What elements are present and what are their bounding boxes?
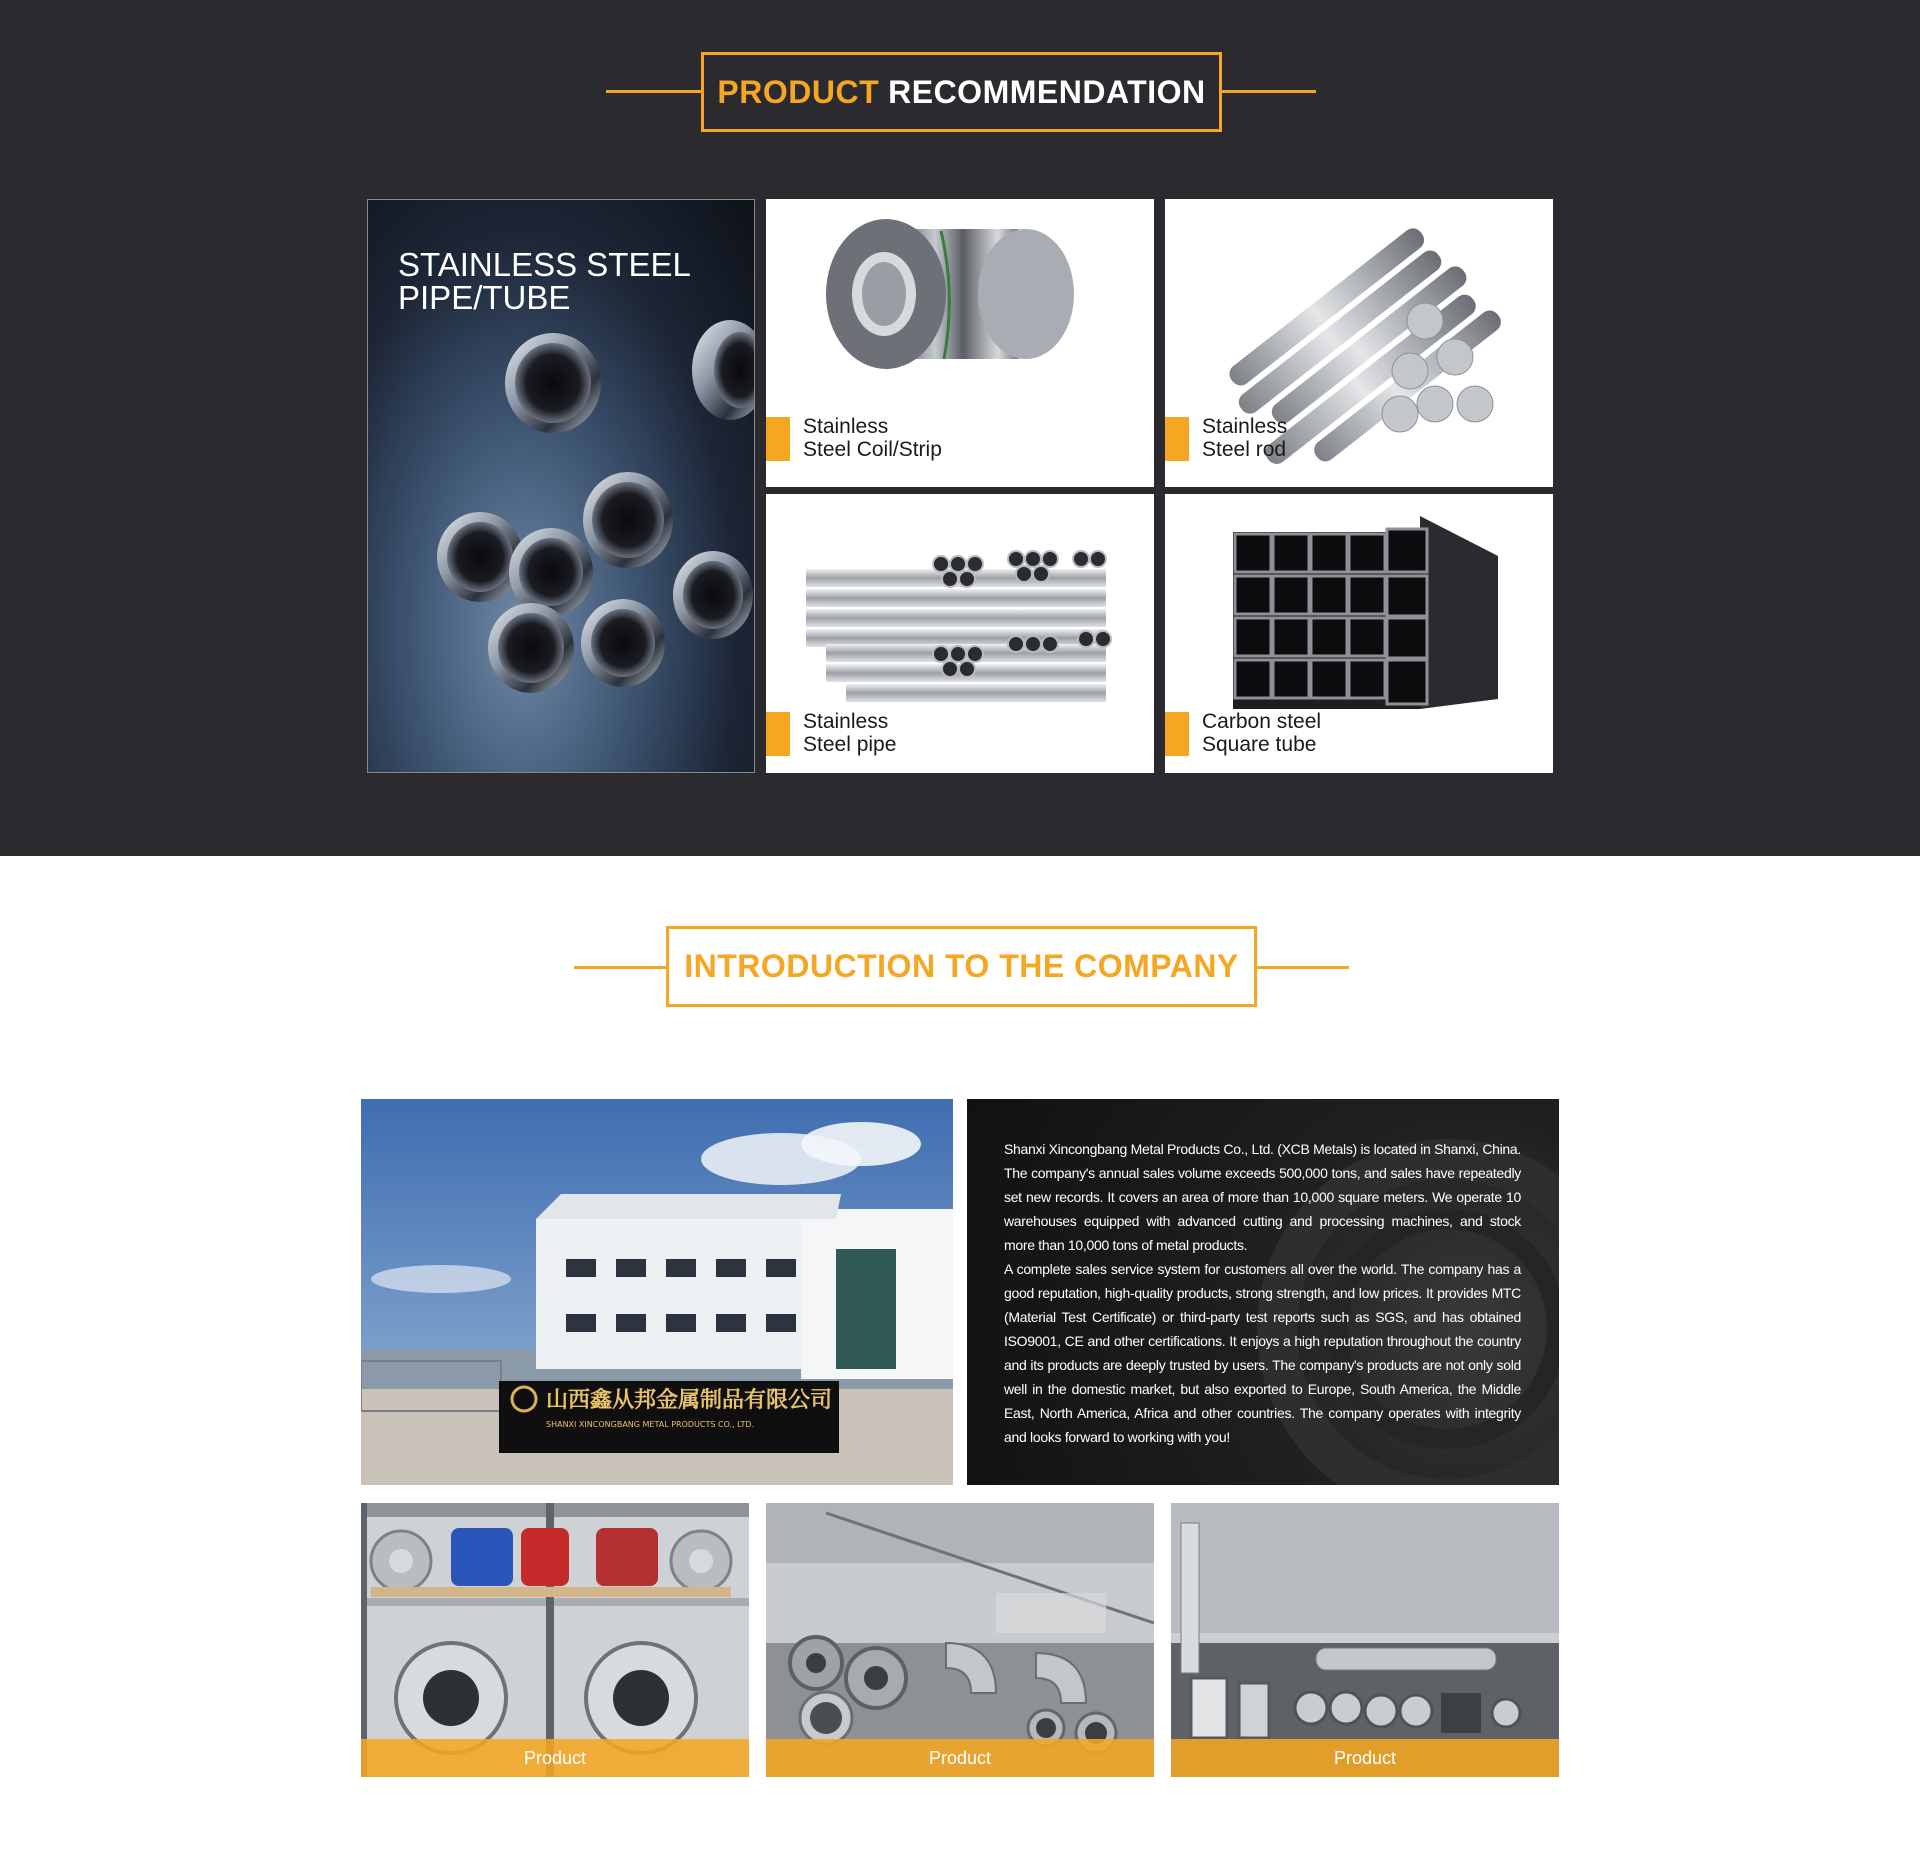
feature-title xyxy=(398,248,718,314)
product-photo-coils[interactable] xyxy=(361,1503,749,1777)
label-accent-bar xyxy=(1165,417,1189,461)
title-left-line xyxy=(606,90,701,93)
building-image xyxy=(361,1099,953,1485)
feature-title-line2: PIPE/TUBE xyxy=(398,279,571,316)
steel-tubes-image xyxy=(1171,1503,1559,1777)
sign-chinese: 山西鑫从邦金属制品有限公司 xyxy=(546,1388,833,1413)
card-label-line1: Stainless xyxy=(803,710,889,733)
title-left-line xyxy=(574,966,666,969)
section-title-products xyxy=(701,52,1222,132)
product-photo-tubes[interactable] xyxy=(1171,1503,1559,1777)
company-intro-text xyxy=(1004,1137,1521,1449)
card-label-line1: Stainless xyxy=(1202,415,1288,438)
product-card-coil-strip[interactable] xyxy=(766,199,1154,487)
card-label xyxy=(1165,415,1287,461)
intro-paragraph-2: A complete sales service system for customers all over the world. The company has a good reputation, high-quality products, strong strength, and low prices. It provides MTC (Material Test Certificate) or third-party test reports such as SGS, and has obtained ISO9001, CE and other certifications. It enjoys a high reputation throughout the country and its products are deeply trusted by users. The company's products are not only sold well in the domestic market, but also exported to Europe, South America, the Middle East, North America, Africa and other countries. The company operates with integrity and looks forward to working with you! xyxy=(1004,1261,1521,1445)
label-accent-bar xyxy=(766,417,790,461)
label-accent-bar xyxy=(766,712,790,756)
product-card-square-tube[interactable] xyxy=(1165,494,1553,773)
title-right-line xyxy=(1257,966,1349,969)
title-right-line xyxy=(1222,90,1316,93)
intro-paragraph-1: Shanxi Xincongbang Metal Products Co., Ltd. (XCB Metals) is located in Shanxi, China. The company's annual sales volume exceeds 500,000 tons, and sales have repeatedly set new records. It covers an area of more than 10,000 square meters. We operate 10 warehouses equipped with advanced cutting and processing machines, and stock more than 10,000 tons of metal products. xyxy=(1004,1141,1521,1253)
title-accent: PRODUCT xyxy=(717,73,880,110)
card-label xyxy=(766,415,942,461)
product-card-rod[interactable] xyxy=(1165,199,1553,487)
photo-caption: Product xyxy=(361,1739,749,1777)
card-label-line2: Steel pipe xyxy=(803,733,897,756)
product-card-pipe[interactable] xyxy=(766,494,1154,773)
pipe-fittings-image xyxy=(766,1503,1154,1777)
card-label-line1: Carbon steel xyxy=(1202,710,1322,733)
card-label xyxy=(766,710,896,756)
card-label-line2: Steel Coil/Strip xyxy=(803,438,942,461)
sign-english: SHANXI XINCONGBANG METAL PRODUCTS CO., LTD. xyxy=(546,1420,755,1429)
photo-caption: Product xyxy=(1171,1739,1559,1777)
company-intro-panel xyxy=(967,1099,1559,1485)
feature-card-stainless-pipe[interactable] xyxy=(367,199,755,773)
product-photo-fittings[interactable] xyxy=(766,1503,1154,1777)
card-label-line2: Square tube xyxy=(1202,733,1317,756)
title-rest: RECOMMENDATION xyxy=(888,73,1206,110)
card-label-line2: Steel rod xyxy=(1202,438,1287,461)
photo-caption: Product xyxy=(766,1739,1154,1777)
section-title-company: INTRODUCTION TO THE COMPANY xyxy=(666,926,1257,1007)
card-label xyxy=(1165,710,1321,756)
card-label-line1: Stainless xyxy=(803,415,889,438)
feature-title-line1: STAINLESS STEEL xyxy=(398,246,691,283)
warehouse-coils-image xyxy=(361,1503,749,1777)
company-building-photo xyxy=(361,1099,953,1485)
label-accent-bar xyxy=(1165,712,1189,756)
